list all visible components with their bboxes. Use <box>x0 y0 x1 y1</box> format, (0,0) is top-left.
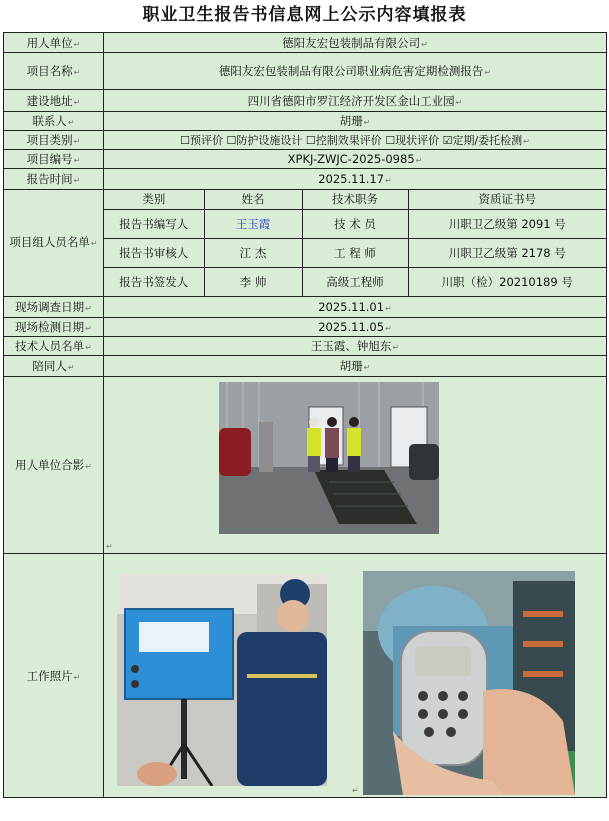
detection-date-value: 2025.11.05↵ <box>104 318 607 337</box>
survey-date-value: 2025.11.01↵ <box>104 297 607 318</box>
project-type-label: 项目类别↵ <box>4 131 104 150</box>
team-header-name: 姓名 <box>204 190 302 209</box>
row-project-no <box>4 150 607 169</box>
row-escort <box>4 356 607 377</box>
team-header-row <box>104 190 606 209</box>
address-label: 建设地址↵ <box>4 90 104 112</box>
member-role: 报告书编写人 <box>104 209 204 238</box>
contact-label: 联系人↵ <box>4 112 104 131</box>
team-label: 项目组人员名单↵ <box>4 190 104 297</box>
project-name-label: 项目名称↵ <box>4 53 104 90</box>
technicians-value: 王玉霞、钟旭东↵ <box>104 337 607 356</box>
row-technicians <box>4 337 607 356</box>
work-photos-cell <box>104 554 607 798</box>
row-work-photos <box>4 554 607 798</box>
member-cert: 川职卫乙级第 2178 号 <box>408 238 606 267</box>
group-photo-image <box>219 382 439 534</box>
row-team <box>4 190 607 297</box>
project-type-options: ☐预评价 ☐防护设施设计 ☐控制效果评价 ☐现状评价 ☑定期/委托检测↵ <box>104 131 607 150</box>
detection-date-label: 现场检测日期↵ <box>4 318 104 337</box>
project-name-value: 德阳友宏包装制品有限公司职业病危害定期检测报告↵ <box>104 53 607 90</box>
work-photo-meter-image <box>363 571 575 795</box>
member-cert: 川职（检）20210189 号 <box>408 267 606 296</box>
survey-date-label: 现场调查日期↵ <box>4 297 104 318</box>
form-title: 职业卫生报告书信息网上公示内容填报表 <box>142 5 467 25</box>
escort-label: 陪同人↵ <box>4 356 104 377</box>
row-group-photo <box>4 377 607 554</box>
row-detection-date <box>4 318 607 337</box>
team-member-row <box>104 267 606 296</box>
work-photo-meter <box>363 571 575 795</box>
work-photo-sampler <box>117 574 327 786</box>
team-member-row <box>104 209 606 238</box>
group-photo <box>219 382 439 534</box>
employer-label: 用人单位↵ <box>4 33 104 53</box>
option-control-effect: ☐控制效果评价 <box>305 134 382 147</box>
member-title: 技 术 员 <box>302 209 408 238</box>
paragraph-mark: ↵ <box>106 542 113 551</box>
row-project-name <box>4 53 607 90</box>
address-value: 四川省德阳市罗江经济开发区金山工业园↵ <box>104 90 607 112</box>
member-name: 王玉霞 <box>204 209 302 238</box>
member-name: 李 帅 <box>204 267 302 296</box>
row-project-type <box>4 131 607 150</box>
paragraph-mark: ↵ <box>352 786 359 795</box>
option-periodic-detection: ☑定期/委托检测 <box>442 134 523 147</box>
member-title: 工 程 师 <box>302 238 408 267</box>
team-header-title: 技术职务 <box>302 190 408 209</box>
option-status-evaluation: ☐现状评价 <box>385 134 440 147</box>
option-pre-evaluation: ☐预评价 <box>180 134 223 147</box>
team-member-row <box>104 238 606 267</box>
member-role: 报告书签发人 <box>104 267 204 296</box>
option-protection-design: ☐防护设施设计 <box>226 134 303 147</box>
contact-value: 胡珊↵ <box>104 112 607 131</box>
work-photos-label: 工作照片↵ <box>4 554 104 798</box>
technicians-label: 技术人员名单↵ <box>4 337 104 356</box>
member-title: 高级工程师 <box>302 267 408 296</box>
employer-value: 德阳友宏包装制品有限公司↵ <box>104 33 607 53</box>
team-header-cert: 资质证书号 <box>408 190 606 209</box>
team-header-role: 类别 <box>104 190 204 209</box>
row-employer <box>4 33 607 53</box>
row-report-date <box>4 169 607 190</box>
escort-value: 胡珊↵ <box>104 356 607 377</box>
project-no-value: XPKJ-ZWJC-2025-0985↵ <box>104 150 607 169</box>
disclosure-form <box>3 32 607 798</box>
work-photo-sampler-image <box>117 574 327 786</box>
group-photo-cell <box>104 377 607 554</box>
report-date-label: 报告时间↵ <box>4 169 104 190</box>
row-address <box>4 90 607 112</box>
member-cert: 川职卫乙级第 2091 号 <box>408 209 606 238</box>
team-cell <box>104 190 607 297</box>
project-no-label: 项目编号↵ <box>4 150 104 169</box>
row-survey-date <box>4 297 607 318</box>
member-role: 报告书审核人 <box>104 238 204 267</box>
team-table <box>104 190 606 296</box>
report-date-value: 2025.11.17↵ <box>104 169 607 190</box>
row-contact <box>4 112 607 131</box>
group-photo-label: 用人单位合影↵ <box>4 377 104 554</box>
member-name: 江 杰 <box>204 238 302 267</box>
